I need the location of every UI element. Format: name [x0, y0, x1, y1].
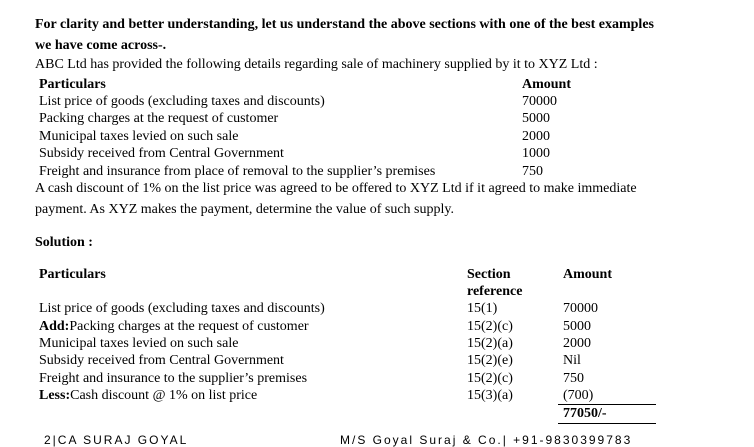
intro-line-2: we have come across-. — [35, 38, 167, 53]
solution-row-amount: 2000 — [563, 336, 591, 351]
solution-row-text: Municipal taxes levied on such sale — [39, 336, 239, 351]
solution-row-section: 15(2)(c) — [467, 319, 513, 334]
solution-row-prefix: Add: — [39, 319, 70, 334]
solution-header-particulars: Particulars — [39, 267, 106, 282]
intro-line-1: For clarity and better understanding, let us understand the above sections with one of the best examples — [35, 17, 654, 32]
solution-row-section: 15(1) — [467, 301, 498, 316]
solution-row-text: Cash discount @ 1% on list price — [70, 388, 258, 403]
solution-row-text: Freight and insurance to the supplier’s premises — [39, 371, 308, 386]
solution-row-particular — [39, 336, 238, 352]
solution-row-amount: Nil — [563, 353, 581, 368]
solution-row-particular — [39, 319, 309, 335]
intro-line-3: ABC Ltd has provided the following details regarding sale of machinery supplied by it to XYZ Ltd : — [35, 57, 598, 72]
question-line-2: payment. As XYZ makes the payment, determine the value of such supply. — [35, 202, 454, 217]
solution-row-text: Packing charges at the request of customer — [69, 319, 309, 334]
solution-row-text: List price of goods (excluding taxes and discounts) — [39, 301, 325, 316]
solution-row-particular — [39, 371, 307, 387]
details-row-amount: 750 — [522, 164, 543, 179]
total-rule-top — [558, 404, 656, 405]
solution-total: 77050/- — [563, 406, 607, 421]
details-header-amount: Amount — [522, 77, 572, 92]
solution-row-amount: 70000 — [563, 301, 598, 316]
solution-heading: Solution : — [35, 235, 93, 250]
details-row-particular: Freight and insurance from place of removal to the supplier’s premises — [39, 164, 436, 179]
details-row-amount: 5000 — [522, 111, 550, 126]
solution-header-amount: Amount — [563, 267, 613, 282]
solution-header-section-ref: reference — [467, 284, 523, 299]
question-line-1: A cash discount of 1% on the list price was agreed to be offered to XYZ Ltd if it agreed to make immediate — [35, 181, 637, 196]
solution-row-section: 15(2)(e) — [467, 353, 513, 368]
details-row-particular: Packing charges at the request of customer — [39, 111, 279, 126]
solution-row-particular — [39, 301, 325, 317]
details-row-particular: Subsidy received from Central Government — [39, 146, 284, 161]
solution-row-amount: (700) — [563, 388, 594, 403]
details-row-particular: Municipal taxes levied on such sale — [39, 129, 239, 144]
details-row-amount: 70000 — [522, 94, 557, 109]
solution-row-section: 15(2)(a) — [467, 336, 513, 351]
solution-row-text: Subsidy received from Central Government — [39, 353, 284, 368]
solution-row-particular — [39, 388, 257, 404]
total-rule-bottom — [558, 423, 656, 424]
solution-row-prefix: Less: — [39, 388, 71, 403]
solution-header-section: Section — [467, 267, 511, 282]
solution-row-amount: 750 — [563, 371, 584, 386]
solution-row-section: 15(3)(a) — [467, 388, 513, 403]
details-row-amount: 1000 — [522, 146, 550, 161]
solution-row-particular — [39, 353, 284, 369]
details-header-particulars: Particulars — [39, 77, 106, 92]
solution-row-section: 15(2)(c) — [467, 371, 513, 386]
details-row-amount: 2000 — [522, 129, 550, 144]
footer-page-author: 2|CA SURAJ GOYAL — [44, 433, 189, 447]
details-row-particular: List price of goods (excluding taxes and discounts) — [39, 94, 325, 109]
footer-firm-contact: M/S Goyal Suraj & Co.| +91-9830399783 — [340, 433, 633, 447]
solution-row-amount: 5000 — [563, 319, 591, 334]
